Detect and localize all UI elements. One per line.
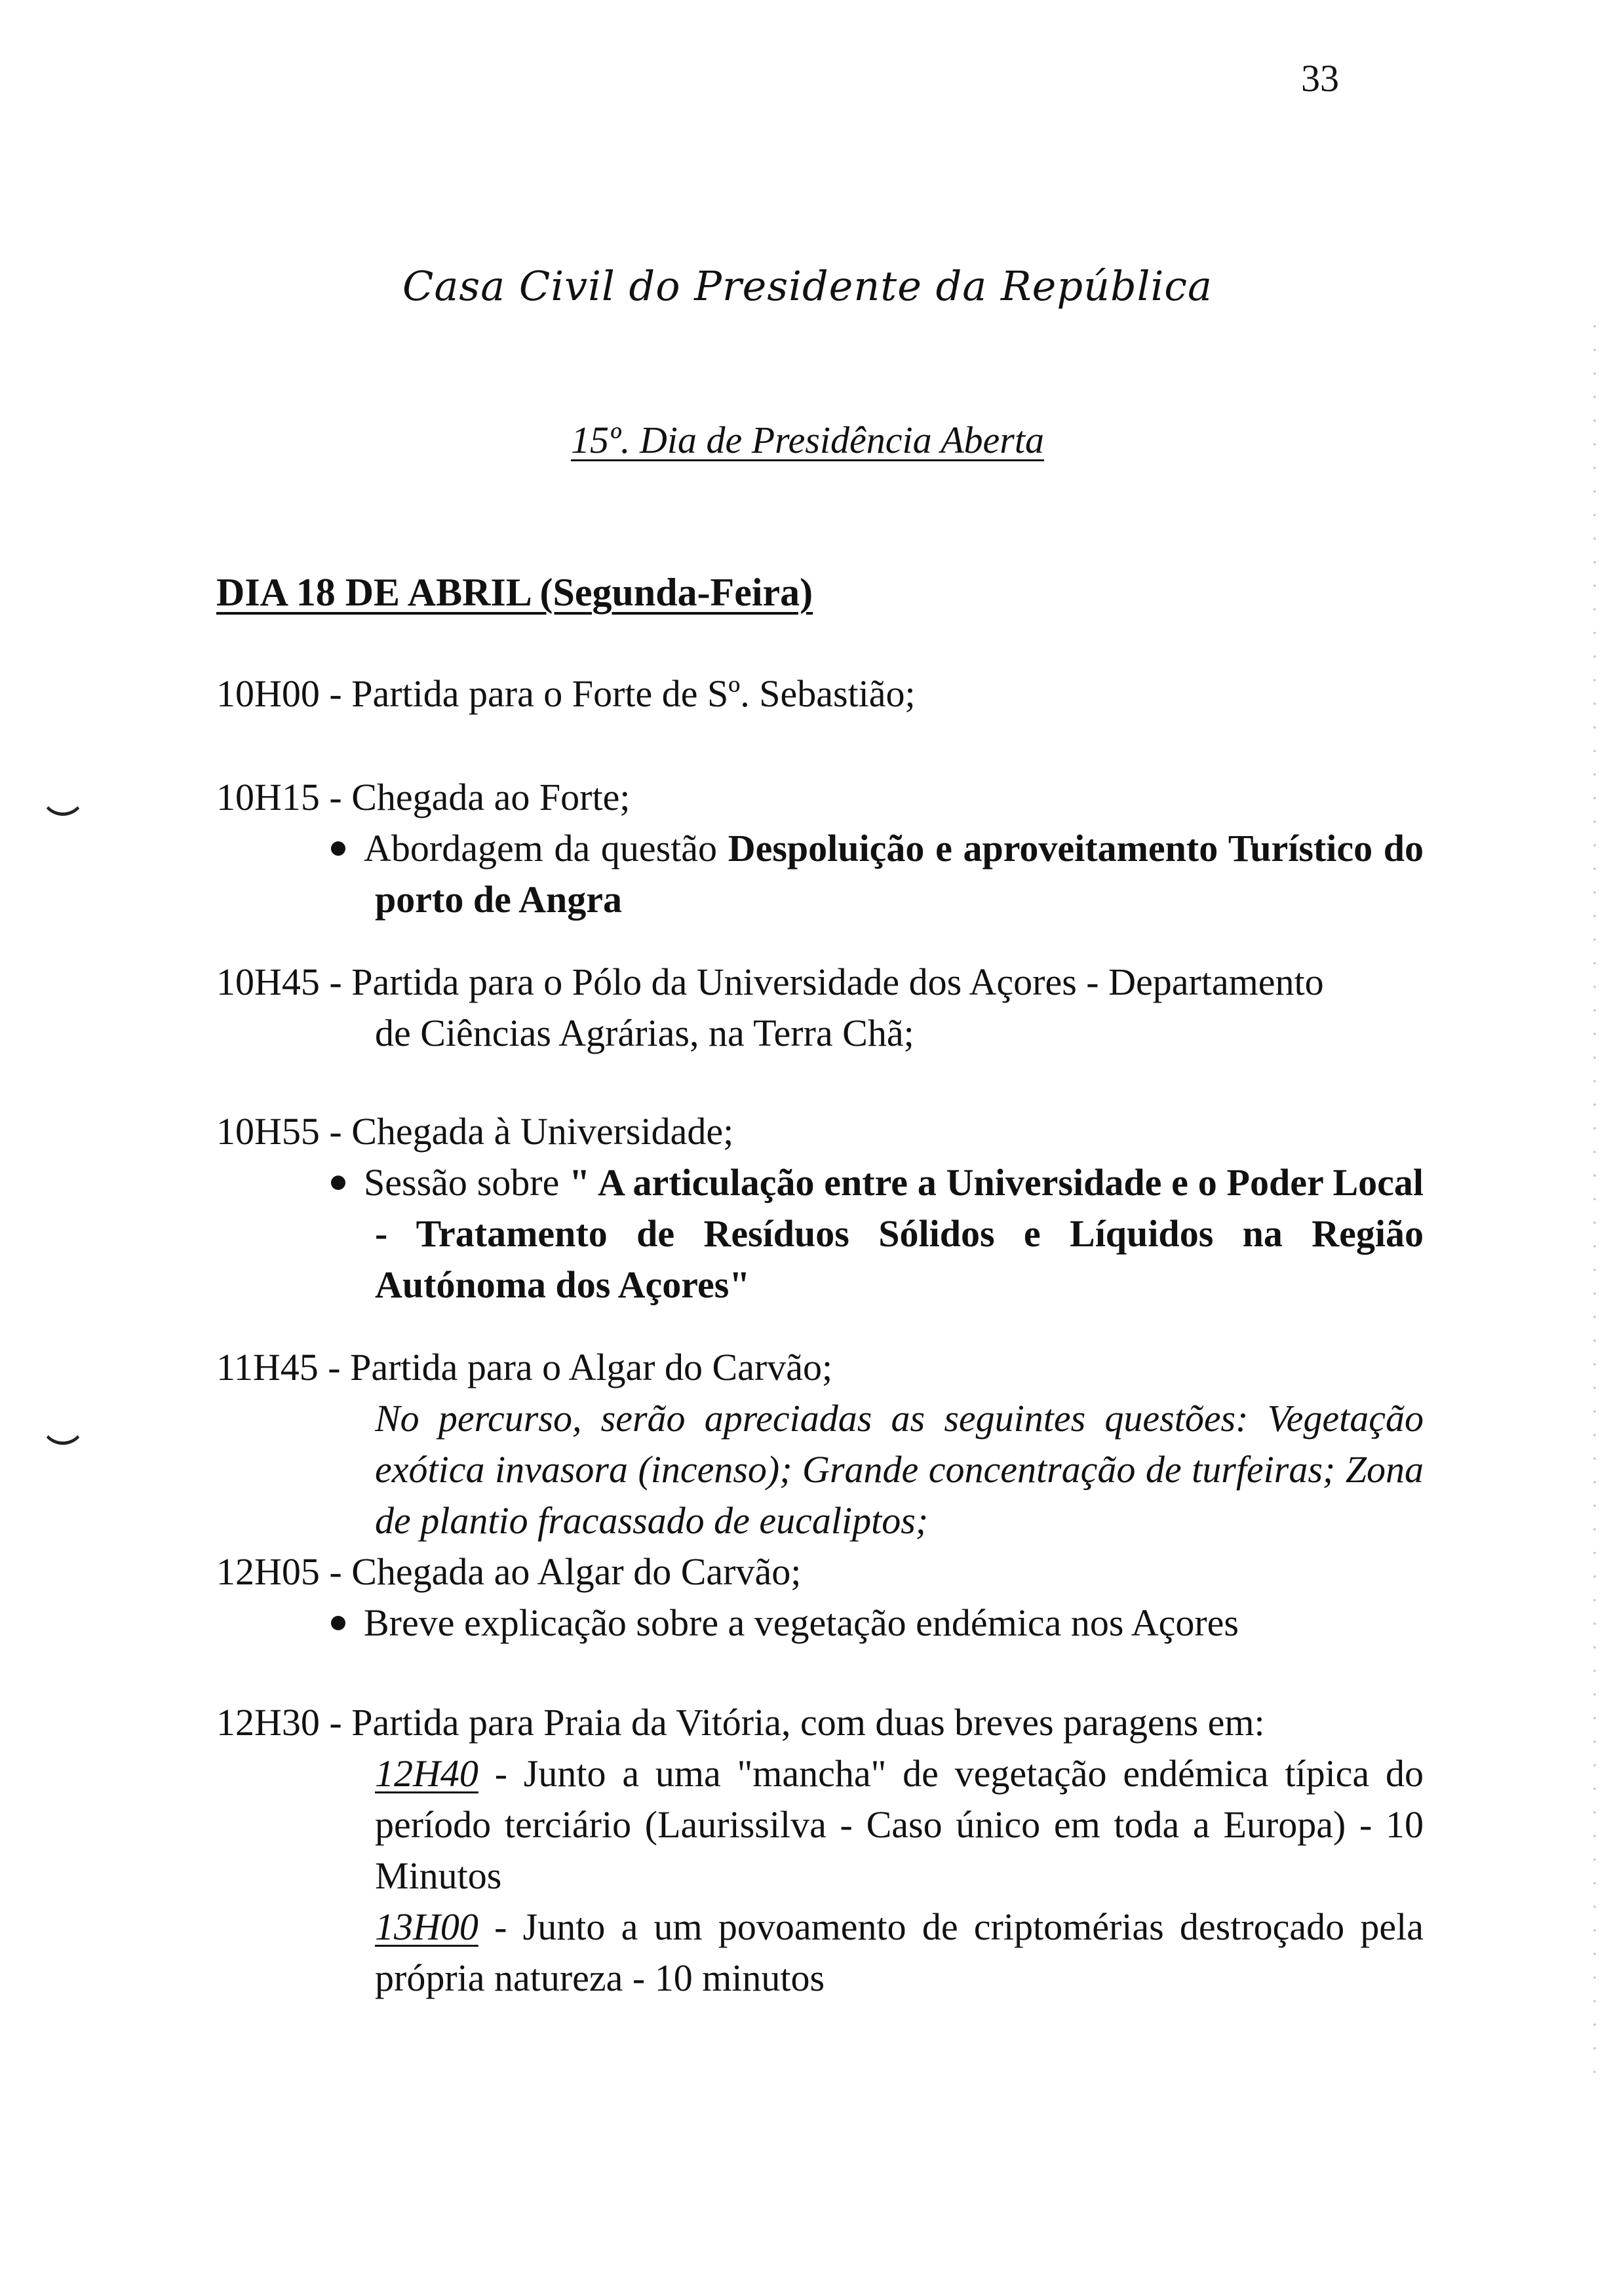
bullet-bold-text: Despoluição e aproveitamento Turístico do porto de Angra <box>375 827 1424 921</box>
schedule-entry-1000: 10H00 - Partida para o Forte de Sº. Sebastião; <box>216 672 916 715</box>
bullet-plain-text: Breve explicação sobre a vegetação endémica nos Açores <box>364 1601 1239 1644</box>
entry-time: 10H00 <box>216 672 320 715</box>
subtitle: 15º. Dia de Presidência Aberta <box>571 419 1044 461</box>
bullet-item-1055 <box>331 1157 1424 1311</box>
schedule-entry-1015: 10H15 - Chegada ao Forte; <box>216 776 631 818</box>
entry-time: 10H55 <box>216 1110 320 1153</box>
scan-edge-artifact <box>1593 315 1597 2084</box>
stop-time: 13H00 <box>375 1905 478 1948</box>
bullet-prefix: Abordagem da questão <box>364 827 728 870</box>
bullet-item-1015 <box>331 823 1424 925</box>
entry-continuation: de Ciências Agrárias, na Terra Chã; <box>375 1012 914 1054</box>
schedule-entry-1145: 11H45 - Partida para o Algar do Carvão; <box>216 1346 833 1388</box>
entry-time: 11H45 <box>216 1346 319 1388</box>
entry-time: 12H05 <box>216 1550 320 1593</box>
entry-text: Partida para o Pólo da Universidade dos Açores - Departamento <box>351 961 1324 1003</box>
stop-entry <box>375 1748 1424 1902</box>
stop-text: - Junto a um povoamento de criptomérias destroçado pela própria natureza - 10 minutos <box>375 1905 1424 1999</box>
entry-time: 12H30 <box>216 1701 320 1744</box>
entry-text: Partida para o Forte de Sº. Sebastião; <box>351 672 916 715</box>
stop-text: - Junto a uma "mancha" de vegetação endémica típica do período terciário (Laurissilva - Caso único em toda a Europa) - 10 Minutos <box>375 1752 1424 1897</box>
schedule-entry-1230: 12H30 - Partida para Praia da Vitória, com duas breves paragens em: <box>216 1701 1265 1744</box>
entry-text: Partida para Praia da Vitória, com duas breves paragens em: <box>351 1701 1265 1744</box>
entry-text: Chegada ao Algar do Carvão; <box>351 1550 802 1593</box>
margin-check-mark <box>41 1422 85 1445</box>
margin-check-mark <box>41 793 85 816</box>
entry-time: 10H15 <box>216 776 320 818</box>
bullet-dot-icon <box>331 841 345 856</box>
stop-time: 12H40 <box>375 1752 478 1795</box>
entry-note: No percurso, serão apreciadas as seguintes questões: Vegetação exótica invasora (incenso); Grande concentração de turfeiras; Zona de plantio fracassado de eucaliptos; <box>375 1397 1424 1542</box>
page-number: 33 <box>1301 57 1339 100</box>
schedule-entry-1205: 12H05 - Chegada ao Algar do Carvão; <box>216 1550 802 1593</box>
day-heading: DIA 18 DE ABRIL (Segunda-Feira) <box>216 571 813 614</box>
bullet-dot-icon <box>331 1616 345 1630</box>
bullet-prefix: Sessão sobre <box>364 1161 570 1204</box>
entry-text: Chegada ao Forte; <box>351 776 631 818</box>
schedule-entry-1045: 10H45 - Partida para o Pólo da Universidade dos Açores - Departamento <box>216 961 1324 1003</box>
entry-text: Partida para o Algar do Carvão; <box>350 1346 833 1388</box>
stop-entry <box>375 1902 1424 2004</box>
letterhead: Casa Civil do Presidente da República <box>402 262 1213 310</box>
bullet-dot-icon <box>331 1176 345 1190</box>
schedule-entry-1055: 10H55 - Chegada à Universidade; <box>216 1110 734 1153</box>
bullet-bold-text: " A articulação entre a Universidade e o Poder Local - Tratamento de Resíduos Sólidos e Líquidos na Região Autónoma dos Açores" <box>375 1161 1424 1306</box>
entry-text: Chegada à Universidade; <box>351 1110 734 1153</box>
entry-time: 10H45 <box>216 961 320 1003</box>
bullet-item-1205 <box>331 1598 1424 1649</box>
